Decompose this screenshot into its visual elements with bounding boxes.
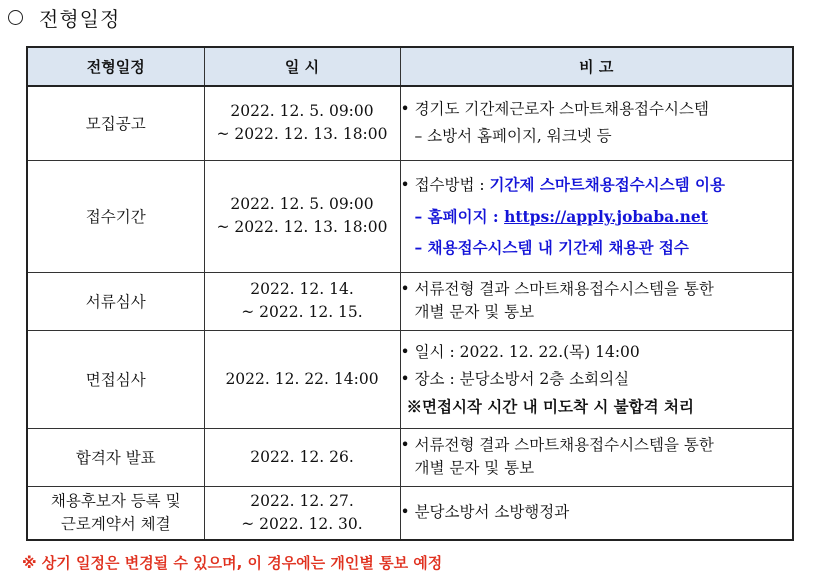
datetime-line: 2022. 12. 22. 14:00 [225, 369, 379, 388]
homepage-link[interactable]: https://apply.jobaba.net [504, 207, 708, 226]
note-line: • 분당소방서 소방행정과 [400, 503, 570, 522]
notes-cell [400, 272, 793, 330]
stage-cell [27, 86, 204, 160]
section-heading [8, 4, 120, 30]
note-line: – 소방서 홈페이지, 워크넷 등 [414, 127, 612, 146]
datetime-line: 2022. 12. 5. 09:00 [230, 195, 374, 213]
datetime-line: 2022. 12. 14. [250, 280, 354, 298]
note-highlight: 기간제 스마트채용접수시스템 이용 [489, 175, 725, 194]
stage-text: 합격자 발표 [75, 449, 156, 467]
note-line: • 일시 : 2022. 12. 22.(목) 14:00 [400, 342, 640, 361]
stage-cell [27, 330, 204, 428]
stage-text: 서류심사 [85, 293, 146, 311]
notes-cell [400, 330, 793, 428]
datetime-line: 2022. 12. 27. [250, 491, 354, 510]
change-notice: ※ 상기 일정은 변경될 수 있으며, 이 경우에는 개인별 통보 예정 [22, 554, 443, 572]
datetime-line: 2022. 12. 26. [250, 447, 354, 466]
stage-cell [27, 160, 204, 272]
note-line: • 서류전형 결과 스마트채용접수시스템을 통한 [400, 436, 714, 454]
datetime-line: ~ 2022. 12. 13. 18:00 [216, 125, 388, 144]
table-header-row [27, 47, 793, 86]
table-row [27, 160, 793, 272]
header-stage: 전형일정 [27, 47, 204, 86]
table-row [27, 428, 793, 486]
note-line [401, 201, 793, 232]
table-row [27, 272, 793, 330]
stage-text: 면접심사 [85, 371, 146, 389]
datetime-cell [204, 272, 400, 330]
datetime-line: ~ 2022. 12. 13. 18:00 [216, 218, 388, 236]
notes-cell [400, 160, 793, 272]
table-row [27, 486, 793, 540]
notes-cell [400, 486, 793, 540]
datetime-line: ~ 2022. 12. 15. [241, 303, 363, 321]
stage-text: 모집공고 [85, 115, 146, 134]
note-line: • 서류전형 결과 스마트채용접수시스템을 통한 [400, 280, 714, 298]
table-row [27, 330, 793, 428]
section-title: 전형일정 [39, 6, 121, 31]
datetime-cell [204, 330, 400, 428]
notice-line: ※면접시작 시간 내 미도착 시 불합격 처리 [406, 396, 694, 416]
datetime-cell [204, 486, 400, 540]
note-line: • 경기도 기간제근로자 스마트채용접수시스템 [400, 100, 709, 119]
note-line: 개별 문자 및 통보 [414, 303, 535, 321]
datetime-line: ~ 2022. 12. 30. [241, 514, 363, 533]
datetime-cell [204, 160, 400, 272]
header-notes: 비 고 [400, 47, 793, 86]
datetime-cell [204, 428, 400, 486]
stage-cell [27, 428, 204, 486]
note-prefix: – 홈페이지 : [414, 207, 505, 226]
datetime-cell [204, 86, 400, 160]
note-line [401, 169, 793, 201]
notes-cell [400, 86, 793, 160]
stage-text: 채용후보자 등록 및 [50, 491, 181, 510]
note-prefix: • 접수방법 : [400, 176, 490, 194]
notes-cell [400, 428, 793, 486]
stage-text: 근로계약서 체결 [60, 514, 171, 533]
note-line: • 장소 : 분당소방서 2층 소회의실 [400, 369, 630, 388]
datetime-line: 2022. 12. 5. 09:00 [230, 102, 374, 121]
circle-bullet-icon [8, 10, 23, 25]
note-line: 개별 문자 및 통보 [414, 459, 535, 477]
header-datetime: 일 시 [204, 47, 400, 86]
stage-cell [27, 272, 204, 330]
schedule-table [26, 46, 794, 541]
stage-cell [27, 486, 204, 540]
stage-text: 접수기간 [85, 208, 146, 226]
table-row [27, 86, 793, 160]
note-line: – 채용접수시스템 내 기간제 채용관 접수 [414, 238, 689, 257]
